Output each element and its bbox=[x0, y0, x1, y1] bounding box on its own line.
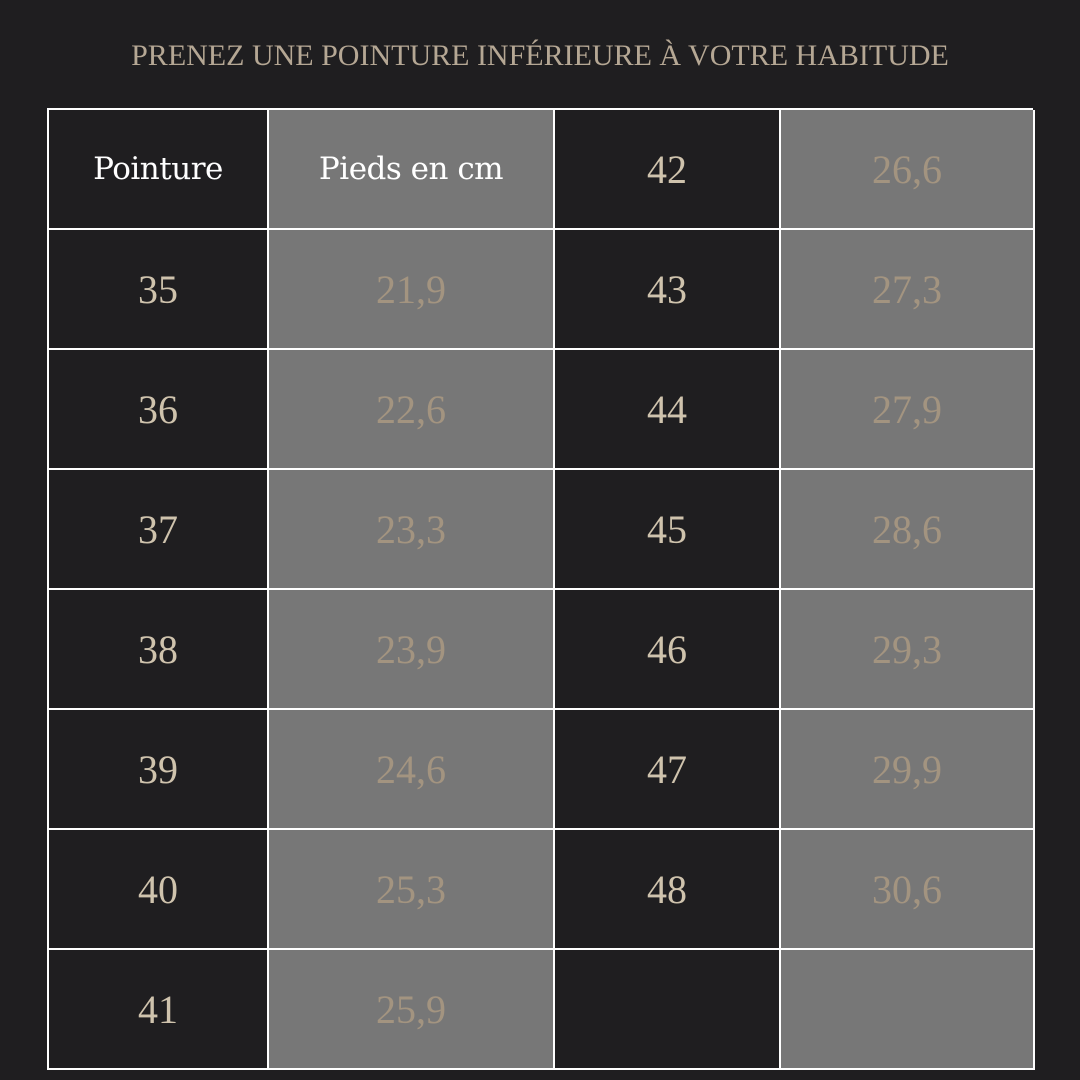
size-value: 40 bbox=[138, 866, 178, 912]
size-cell bbox=[555, 590, 781, 710]
foot-cm-value: 29,9 bbox=[872, 746, 942, 792]
foot-cm-cell bbox=[781, 830, 1035, 950]
size-value: 48 bbox=[647, 866, 687, 912]
foot-cm-value: 26,6 bbox=[872, 146, 942, 192]
foot-cm-value: 23,3 bbox=[376, 506, 446, 552]
empty-foot-cm-cell bbox=[781, 950, 1035, 1070]
size-cell bbox=[49, 470, 269, 590]
foot-cm-value: 25,9 bbox=[376, 986, 446, 1032]
foot-cm-cell bbox=[781, 710, 1035, 830]
foot-cm-cell bbox=[269, 590, 555, 710]
size-value: 43 bbox=[647, 266, 687, 312]
size-cell bbox=[555, 230, 781, 350]
size-cell bbox=[49, 830, 269, 950]
size-cell bbox=[49, 710, 269, 830]
foot-cm-cell bbox=[269, 230, 555, 350]
foot-cm-value: 27,9 bbox=[872, 386, 942, 432]
foot-cm-cell bbox=[269, 470, 555, 590]
size-value: 44 bbox=[647, 386, 687, 432]
foot-cm-cell bbox=[781, 110, 1035, 230]
page-title: PRENEZ UNE POINTURE INFÉRIEURE À VOTRE HABITUDE bbox=[131, 39, 949, 72]
size-value: 47 bbox=[647, 746, 687, 792]
size-cell bbox=[49, 590, 269, 710]
size-value: 46 bbox=[647, 626, 687, 672]
header-size-label: Pointure bbox=[93, 151, 223, 187]
size-value: 41 bbox=[138, 986, 178, 1032]
foot-cm-cell bbox=[269, 710, 555, 830]
size-value: 39 bbox=[138, 746, 178, 792]
size-value: 37 bbox=[138, 506, 178, 552]
size-cell bbox=[555, 110, 781, 230]
foot-cm-cell bbox=[781, 230, 1035, 350]
header-foot-cm-cell bbox=[269, 110, 555, 230]
header-size-cell bbox=[49, 110, 269, 230]
size-value: 45 bbox=[647, 506, 687, 552]
size-cell bbox=[555, 350, 781, 470]
foot-cm-cell bbox=[269, 350, 555, 470]
size-value: 35 bbox=[138, 266, 178, 312]
size-cell bbox=[49, 350, 269, 470]
size-cell bbox=[49, 950, 269, 1070]
foot-cm-value: 27,3 bbox=[872, 266, 942, 312]
size-value: 38 bbox=[138, 626, 178, 672]
header-foot-cm-label: Pieds en cm bbox=[318, 151, 504, 187]
size-value: 36 bbox=[138, 386, 178, 432]
foot-cm-value: 28,6 bbox=[872, 506, 942, 552]
foot-cm-value: 24,6 bbox=[376, 746, 446, 792]
foot-cm-value: 25,3 bbox=[376, 866, 446, 912]
foot-cm-value: 21,9 bbox=[376, 266, 446, 312]
foot-cm-cell bbox=[781, 590, 1035, 710]
foot-cm-value: 22,6 bbox=[376, 386, 446, 432]
size-cell bbox=[555, 470, 781, 590]
foot-cm-value: 30,6 bbox=[872, 866, 942, 912]
size-cell bbox=[555, 830, 781, 950]
foot-cm-value: 23,9 bbox=[376, 626, 446, 672]
size-chart-table bbox=[47, 108, 1033, 1070]
empty-size-cell bbox=[555, 950, 781, 1070]
foot-cm-cell bbox=[269, 950, 555, 1070]
size-cell bbox=[49, 230, 269, 350]
foot-cm-cell bbox=[781, 470, 1035, 590]
size-cell bbox=[555, 710, 781, 830]
foot-cm-value: 29,3 bbox=[872, 626, 942, 672]
size-value: 42 bbox=[647, 146, 687, 192]
foot-cm-cell bbox=[269, 830, 555, 950]
foot-cm-cell bbox=[781, 350, 1035, 470]
